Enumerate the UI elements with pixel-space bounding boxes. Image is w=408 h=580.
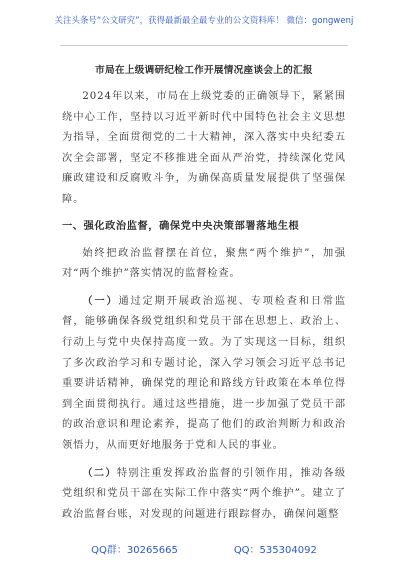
footer-qq: QQ：535304092	[233, 545, 317, 556]
document-title: 市局在上级调研纪检工作开展情况座谈会上的汇报	[95, 65, 313, 76]
section-heading-1: 一、强化政治监督，确保党中央决策部署落地生根	[62, 219, 300, 232]
item-paragraph-2	[62, 463, 346, 526]
header-divider	[60, 45, 348, 46]
footer-qq-group: QQ群：30265665	[91, 545, 178, 556]
intro-paragraph: 2024年以来，市局在上级党委的正确领导下，紧紧围绕中心工作，坚持以习近平新时代中国特色社会主义思想为指导，全面贯彻党的二十大精神，深入落实中央纪委五次全会部署，坚定不移推进全面从严治党，持续深化党风廉政建设和反腐败斗争，为确保高质量发展提供了坚强保障。	[62, 91, 346, 205]
item-label-2: （二）	[82, 466, 117, 479]
document-body	[62, 62, 346, 525]
section-lead-paragraph: 始终把政治监督摆在首位，聚焦“两个维护”，加强对“两个维护”落实情况的监督检查。	[62, 247, 346, 280]
item-paragraph-1	[62, 291, 346, 457]
footer	[0, 541, 408, 556]
item-text-1: 通过定期开展政治巡视、专项检查和日常监督，能够确保各级党组织和党员干部在思想上、政治上、行动上与党中央保持高度一致。为了实现这一目标，组织了多次政治学习和专题讨论，深入学习领会习近平总书记重要讲话精神，确保党的理论和路线方针政策在本单位得到全面贯彻执行。通过这些措施，进一步加强了党员干部的政治意识和理论素养，提高了他们的政治判断力和政治领悟力，从而更好地服务于党和人民的事业。	[62, 295, 346, 451]
item-label-1: （一）	[82, 294, 119, 307]
item-text-2: 特别注重发挥政治监督的引领作用，推动各级党组织和党员干部在实际工作中落实“两个维护”。建立了政治监督台账，对发现的问题进行跟踪督办，确保问题整	[62, 467, 346, 520]
header-banner: 关注头条号“公文研究”，获得最新最全最专业的公文资料库！ 微信：gongwenj	[54, 15, 354, 25]
